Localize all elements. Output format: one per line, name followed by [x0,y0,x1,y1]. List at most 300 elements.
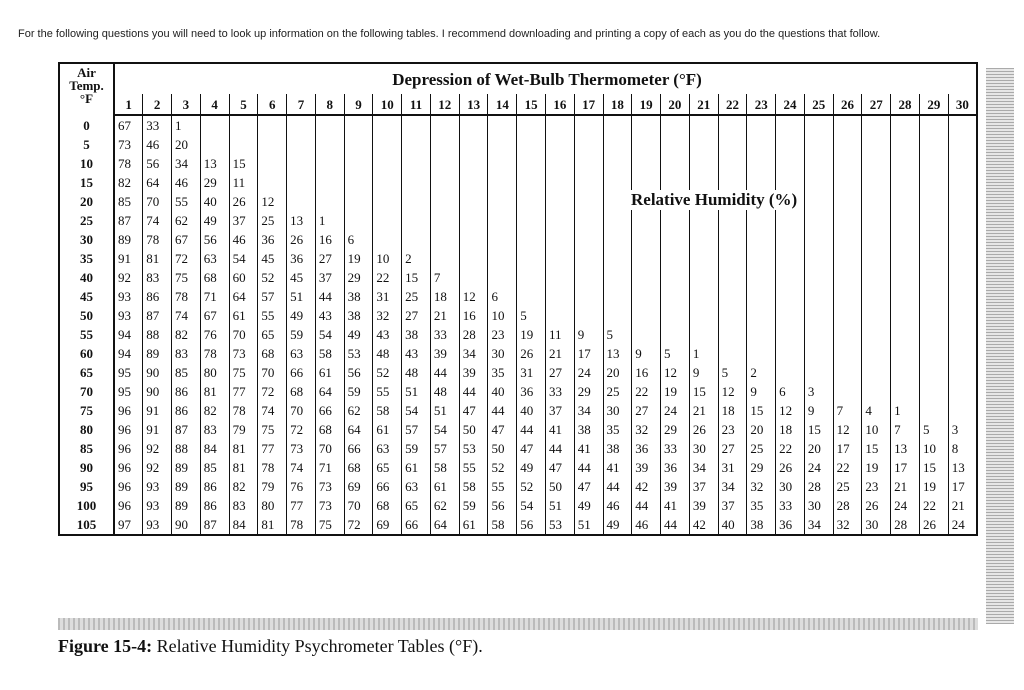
humidity-cell [661,115,690,135]
humidity-cell: 28 [891,515,920,535]
humidity-cell: 92 [143,458,172,477]
humidity-cell: 49 [200,211,229,230]
humidity-cell [574,268,603,287]
humidity-cell: 88 [172,439,201,458]
humidity-cell: 50 [488,439,517,458]
air-temp-cell: 95 [59,477,114,496]
humidity-cell [833,287,862,306]
humidity-cell [258,135,287,154]
humidity-cell: 96 [114,477,143,496]
humidity-cell [747,287,776,306]
humidity-cell: 72 [172,249,201,268]
humidity-cell [344,135,373,154]
humidity-cell [488,115,517,135]
depression-header-cell: 3 [172,94,201,115]
humidity-cell [315,135,344,154]
humidity-cell: 65 [402,496,431,515]
humidity-cell: 28 [804,477,833,496]
humidity-cell [776,344,805,363]
humidity-cell: 27 [632,401,661,420]
humidity-cell: 15 [689,382,718,401]
humidity-cell: 1 [315,211,344,230]
humidity-cell: 55 [172,192,201,211]
humidity-cell: 15 [402,268,431,287]
air-temp-cell: 70 [59,382,114,401]
humidity-cell: 62 [172,211,201,230]
humidity-cell: 31 [718,458,747,477]
air-temp-cell: 0 [59,115,114,135]
humidity-cell [919,363,948,382]
depression-header-cell: 6 [258,94,287,115]
humidity-cell [574,249,603,268]
humidity-cell [804,211,833,230]
humidity-cell: 57 [402,420,431,439]
air-temp-header [59,63,114,115]
humidity-cell: 24 [804,458,833,477]
humidity-cell [689,154,718,173]
humidity-cell [919,230,948,249]
humidity-cell: 85 [172,363,201,382]
humidity-cell: 67 [114,115,143,135]
humidity-cell: 9 [574,325,603,344]
psychrometer-table [58,62,978,536]
humidity-cell [488,154,517,173]
scan-artifact-strip [58,618,978,630]
humidity-cell: 19 [517,325,546,344]
table-row [59,268,977,287]
humidity-cell [862,249,891,268]
humidity-cell: 58 [488,515,517,535]
humidity-cell [574,211,603,230]
humidity-cell: 90 [143,382,172,401]
humidity-cell: 53 [545,515,574,535]
humidity-cell: 46 [143,135,172,154]
humidity-cell: 81 [258,515,287,535]
humidity-cell [919,192,948,211]
humidity-cell: 58 [459,477,488,496]
humidity-cell: 77 [258,439,287,458]
humidity-cell [517,211,546,230]
humidity-cell: 88 [143,325,172,344]
humidity-cell: 22 [776,439,805,458]
humidity-cell: 48 [373,344,402,363]
humidity-cell: 70 [315,439,344,458]
humidity-cell [689,135,718,154]
humidity-cell [948,135,977,154]
humidity-cell: 39 [661,477,690,496]
humidity-cell: 22 [373,268,402,287]
humidity-cell: 26 [287,230,316,249]
humidity-cell: 36 [661,458,690,477]
humidity-cell [776,154,805,173]
humidity-cell: 31 [373,287,402,306]
humidity-cell: 57 [430,439,459,458]
humidity-cell: 44 [315,287,344,306]
humidity-cell: 68 [287,382,316,401]
humidity-cell: 78 [114,154,143,173]
humidity-cell [632,135,661,154]
humidity-cell: 13 [948,458,977,477]
humidity-cell: 75 [172,268,201,287]
humidity-cell [344,192,373,211]
humidity-cell: 19 [919,477,948,496]
humidity-cell [891,363,920,382]
humidity-cell [315,192,344,211]
humidity-cell [373,211,402,230]
humidity-cell: 78 [200,344,229,363]
humidity-cell: 70 [344,496,373,515]
humidity-cell: 49 [344,325,373,344]
humidity-cell [776,135,805,154]
table-row [59,458,977,477]
depression-header-cell: 25 [804,94,833,115]
humidity-cell: 72 [287,420,316,439]
humidity-cell: 13 [200,154,229,173]
humidity-cell [718,115,747,135]
depression-header-cell: 9 [344,94,373,115]
humidity-cell [574,135,603,154]
humidity-cell: 35 [488,363,517,382]
humidity-cell [545,249,574,268]
humidity-cell [430,249,459,268]
humidity-cell: 74 [258,401,287,420]
humidity-cell [718,230,747,249]
table-row [59,363,977,382]
humidity-cell: 56 [143,154,172,173]
humidity-cell: 7 [430,268,459,287]
humidity-cell: 9 [632,344,661,363]
humidity-cell: 70 [229,325,258,344]
humidity-cell [603,230,632,249]
humidity-cell: 37 [718,496,747,515]
humidity-cell [430,173,459,192]
humidity-cell [862,382,891,401]
humidity-cell [459,154,488,173]
humidity-cell: 78 [258,458,287,477]
humidity-cell [287,192,316,211]
humidity-cell: 59 [459,496,488,515]
humidity-cell: 67 [200,306,229,325]
humidity-cell [200,135,229,154]
depression-header-cell: 8 [315,94,344,115]
humidity-cell: 68 [315,420,344,439]
relative-humidity-label: Relative Humidity (%) [628,190,800,210]
humidity-cell [488,249,517,268]
humidity-cell: 36 [776,515,805,535]
humidity-cell [862,135,891,154]
humidity-cell: 24 [661,401,690,420]
humidity-cell [718,154,747,173]
humidity-cell: 26 [919,515,948,535]
humidity-cell [833,115,862,135]
humidity-cell [517,135,546,154]
humidity-cell: 95 [114,363,143,382]
humidity-cell [459,230,488,249]
humidity-cell: 5 [919,420,948,439]
humidity-cell [603,154,632,173]
humidity-cell [862,230,891,249]
humidity-cell: 34 [689,458,718,477]
humidity-cell: 15 [229,154,258,173]
humidity-cell [517,115,546,135]
humidity-cell [747,268,776,287]
humidity-cell: 44 [661,515,690,535]
humidity-cell [603,268,632,287]
air-temp-cell: 10 [59,154,114,173]
table-row [59,306,977,325]
air-temp-cell: 90 [59,458,114,477]
humidity-cell: 13 [287,211,316,230]
depression-header-cell: 23 [747,94,776,115]
humidity-cell [833,211,862,230]
humidity-cell [574,173,603,192]
humidity-cell: 64 [344,420,373,439]
humidity-cell: 55 [459,458,488,477]
humidity-cell [574,230,603,249]
humidity-cell [661,211,690,230]
humidity-cell [891,135,920,154]
humidity-cell: 12 [661,363,690,382]
humidity-cell [344,115,373,135]
humidity-cell: 74 [143,211,172,230]
humidity-cell: 30 [804,496,833,515]
humidity-cell [574,192,603,211]
depression-header-cell: 13 [459,94,488,115]
humidity-cell: 48 [430,382,459,401]
humidity-cell: 52 [373,363,402,382]
humidity-cell: 56 [517,515,546,535]
humidity-cell [747,306,776,325]
humidity-cell: 62 [344,401,373,420]
humidity-cell: 55 [373,382,402,401]
humidity-cell [632,115,661,135]
humidity-cell [574,306,603,325]
table-row [59,287,977,306]
humidity-cell [919,306,948,325]
depression-header-cell: 11 [402,94,431,115]
humidity-cell [402,135,431,154]
humidity-cell [459,192,488,211]
humidity-cell: 47 [545,458,574,477]
humidity-cell: 96 [114,458,143,477]
humidity-cell: 41 [574,439,603,458]
humidity-cell: 93 [143,515,172,535]
humidity-cell: 7 [833,401,862,420]
humidity-cell: 12 [718,382,747,401]
humidity-cell: 93 [143,477,172,496]
depression-header-cell: 24 [776,94,805,115]
humidity-cell: 19 [344,249,373,268]
humidity-cell: 30 [603,401,632,420]
humidity-cell [258,115,287,135]
humidity-cell [689,115,718,135]
humidity-cell [632,211,661,230]
humidity-cell: 21 [948,496,977,515]
humidity-cell [545,230,574,249]
humidity-cell [545,268,574,287]
humidity-cell: 76 [200,325,229,344]
air-temp-cell: 100 [59,496,114,515]
humidity-cell [804,306,833,325]
humidity-cell: 18 [718,401,747,420]
humidity-cell [776,268,805,287]
humidity-cell: 97 [114,515,143,535]
humidity-cell [603,211,632,230]
humidity-cell [747,230,776,249]
humidity-cell: 49 [517,458,546,477]
table-body [59,115,977,535]
humidity-cell: 17 [574,344,603,363]
air-temp-cell: 60 [59,344,114,363]
humidity-cell: 49 [603,515,632,535]
humidity-cell: 44 [430,363,459,382]
humidity-cell: 81 [200,382,229,401]
humidity-cell [488,135,517,154]
humidity-cell: 5 [661,344,690,363]
humidity-cell: 42 [632,477,661,496]
humidity-cell: 5 [603,325,632,344]
humidity-cell [517,268,546,287]
humidity-cell [229,115,258,135]
humidity-cell [718,211,747,230]
humidity-cell: 68 [373,496,402,515]
humidity-cell [258,154,287,173]
humidity-cell: 89 [172,477,201,496]
instructions-text: For the following questions you will need to look up information on the following tables. I recommend downloading and printing a copy of each as you do the questions that follow. [18,28,881,40]
humidity-cell [804,363,833,382]
humidity-cell [948,230,977,249]
humidity-cell: 71 [200,287,229,306]
depression-header-cell: 12 [430,94,459,115]
humidity-cell: 75 [258,420,287,439]
humidity-cell: 2 [747,363,776,382]
humidity-cell: 80 [200,363,229,382]
humidity-cell [545,192,574,211]
humidity-cell: 34 [574,401,603,420]
humidity-cell [862,344,891,363]
table-row [59,154,977,173]
humidity-cell: 37 [315,268,344,287]
humidity-cell: 56 [344,363,373,382]
humidity-cell: 68 [258,344,287,363]
humidity-cell [258,173,287,192]
humidity-cell: 38 [603,439,632,458]
humidity-cell: 44 [574,458,603,477]
humidity-cell: 36 [287,249,316,268]
humidity-cell [545,115,574,135]
table-row [59,477,977,496]
humidity-cell: 45 [258,249,287,268]
humidity-cell: 38 [574,420,603,439]
humidity-cell: 54 [430,420,459,439]
humidity-cell: 47 [459,401,488,420]
humidity-cell: 65 [373,458,402,477]
humidity-cell [776,306,805,325]
humidity-cell [804,230,833,249]
humidity-cell: 46 [229,230,258,249]
humidity-cell: 96 [114,420,143,439]
humidity-cell [833,306,862,325]
humidity-cell [430,135,459,154]
humidity-cell: 52 [488,458,517,477]
humidity-cell: 93 [114,306,143,325]
humidity-cell: 27 [402,306,431,325]
humidity-cell [833,363,862,382]
depression-header-cell: 16 [545,94,574,115]
humidity-cell: 39 [689,496,718,515]
humidity-cell: 49 [574,496,603,515]
humidity-cell [747,135,776,154]
humidity-cell: 39 [459,363,488,382]
humidity-cell: 1 [891,401,920,420]
humidity-cell: 73 [229,344,258,363]
humidity-cell: 94 [114,325,143,344]
humidity-cell [402,173,431,192]
humidity-cell: 30 [776,477,805,496]
humidity-cell: 96 [114,496,143,515]
humidity-cell: 43 [402,344,431,363]
humidity-cell [315,115,344,135]
humidity-cell: 46 [632,515,661,535]
humidity-cell [430,115,459,135]
humidity-cell: 35 [747,496,776,515]
table-row [59,420,977,439]
humidity-cell: 77 [229,382,258,401]
humidity-cell [661,230,690,249]
humidity-cell: 20 [603,363,632,382]
humidity-cell: 69 [373,515,402,535]
humidity-cell: 39 [632,458,661,477]
humidity-cell [862,363,891,382]
humidity-cell: 37 [229,211,258,230]
humidity-cell: 11 [545,325,574,344]
humidity-cell: 44 [545,439,574,458]
humidity-cell: 10 [488,306,517,325]
air-temp-cell: 5 [59,135,114,154]
humidity-cell [718,135,747,154]
humidity-cell [747,211,776,230]
humidity-cell: 44 [517,420,546,439]
air-temp-cell: 30 [59,230,114,249]
humidity-cell: 44 [488,401,517,420]
humidity-cell: 71 [315,458,344,477]
humidity-cell [718,325,747,344]
humidity-cell [287,173,316,192]
air-temp-cell: 20 [59,192,114,211]
humidity-cell: 6 [344,230,373,249]
humidity-cell [603,287,632,306]
humidity-cell [689,306,718,325]
humidity-cell: 54 [229,249,258,268]
humidity-cell [747,154,776,173]
table-row [59,382,977,401]
humidity-cell [948,401,977,420]
humidity-cell [776,363,805,382]
humidity-cell [632,287,661,306]
humidity-cell [402,154,431,173]
humidity-cell: 44 [632,496,661,515]
humidity-cell [545,154,574,173]
humidity-cell: 86 [143,287,172,306]
humidity-cell: 5 [718,363,747,382]
humidity-cell [804,325,833,344]
humidity-cell: 16 [315,230,344,249]
humidity-cell: 51 [402,382,431,401]
humidity-cell: 66 [287,363,316,382]
humidity-cell [919,325,948,344]
humidity-cell: 12 [459,287,488,306]
humidity-cell [919,268,948,287]
